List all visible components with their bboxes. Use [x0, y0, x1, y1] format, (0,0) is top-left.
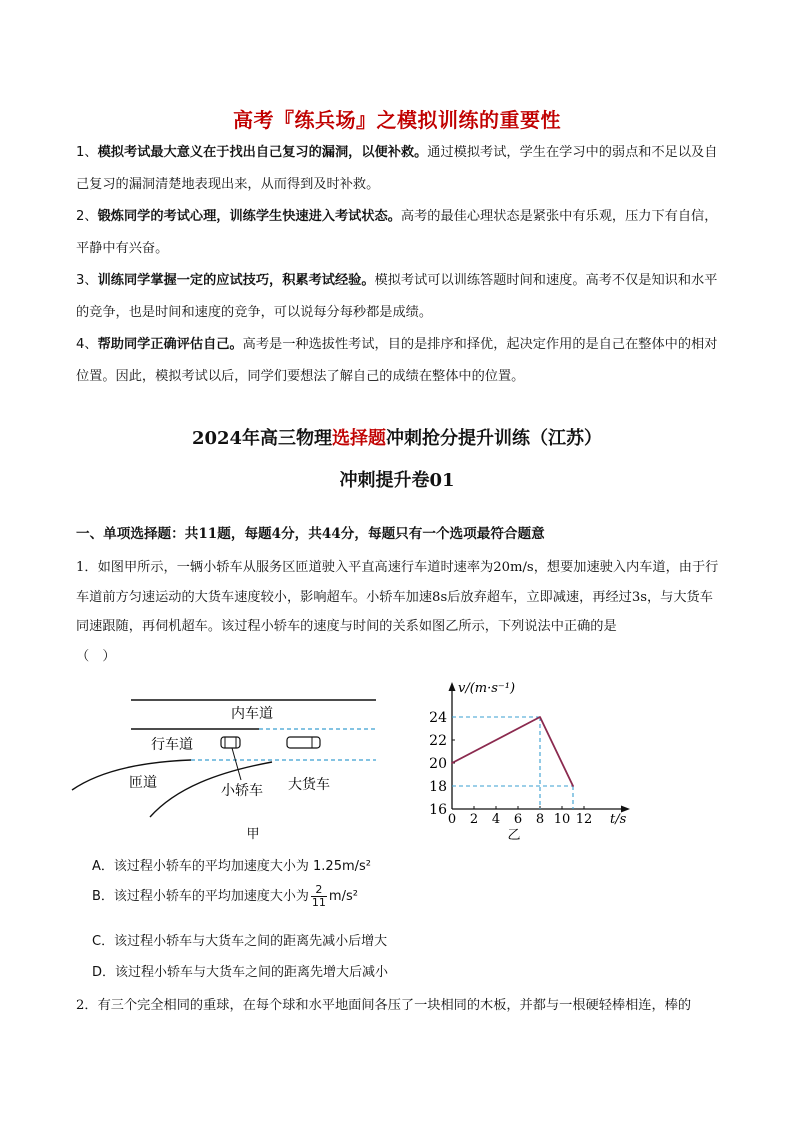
- travel-lane-label: 行车道: [151, 737, 193, 753]
- question-2-text: 2．有三个完全相同的重球，在每个球和水平地面间各压了一块相同的木板，并都与一根硬轻棒相连，棒的: [76, 998, 692, 1013]
- y-axis-arrow: [449, 682, 456, 691]
- title-highlight: 选择题: [332, 428, 387, 449]
- item-text: 高考是一种选拔性考试，目的是排序和择优，起决定作用的是自己在整体中的相对位置。因此，模拟考试以后，同学们要想法了解自己的成绩在整体中的位置。: [76, 337, 718, 384]
- item-emphasis: 锻炼同学的考试心理，训练学生快速进入考试状态。: [97, 209, 401, 224]
- truck-icon: [287, 737, 320, 748]
- item-text: 通过模拟考试，学生在学习中的弱点和不足以及自己复习的漏洞清楚地表现出来，从而得到及时补救。: [76, 145, 718, 192]
- ramp-label: 匝道: [129, 775, 157, 791]
- figure-a-caption: 甲: [246, 827, 260, 842]
- truck-label: 大货车: [288, 777, 330, 793]
- x-tick-label: 2: [469, 812, 479, 827]
- y-tick-label: 22: [429, 733, 447, 749]
- figure-b-caption: 乙: [507, 828, 521, 843]
- x-tick-label: 4: [491, 812, 501, 827]
- exam-title: [0, 424, 794, 450]
- velocity-point: [572, 785, 574, 787]
- y-axis-label: v/(m·s⁻¹): [458, 681, 516, 696]
- option-c[interactable]: C．该过程小轿车与大货车之间的距离先减小后增大: [92, 934, 388, 949]
- x-tick-label: 6: [513, 812, 523, 827]
- item-emphasis: 帮助同学正确评估自己。: [97, 337, 243, 352]
- fraction-numerator: 2: [311, 884, 327, 897]
- fraction: [311, 884, 327, 909]
- x-tick-label: 8: [535, 812, 545, 827]
- car-label: 小轿车: [221, 783, 263, 799]
- figure-vt-chart: [420, 676, 640, 850]
- velocity-segment: [540, 717, 573, 786]
- question-1-text: 1．如图甲所示，一辆小轿车从服务区匝道驶入平直高速行车道时速率为20m/s，想要加速驶入内车道，由于行车道前方匀速运动的大货车速度较小，影响超车。小轿车加速8s后放弃超车，立即减速，再经过3s，与大货车同速跟随，再伺机超车。该过程小轿车的速度与时间的关系如图乙所示，下列说法中正确的是: [76, 560, 719, 634]
- velocity-point: [451, 762, 453, 764]
- option-b-text: B．该过程小轿车的平均加速度大小为: [92, 889, 309, 904]
- velocity-segment: [452, 717, 540, 763]
- item-emphasis: 训练同学掌握一定的应试技巧，积累考试经验。: [97, 273, 375, 288]
- y-tick-label: 20: [429, 756, 447, 772]
- title-part: 冲刺抢分提升训练（江苏）: [386, 428, 603, 449]
- item-number: 4、: [76, 337, 98, 352]
- car-pointer-line: [232, 748, 241, 780]
- answer-bracket: （ ）: [76, 648, 116, 664]
- x-axis-label: t/s: [610, 812, 627, 827]
- banner-item-2: [76, 201, 726, 265]
- item-number: 1、: [76, 145, 98, 160]
- car-icon: [221, 737, 240, 748]
- fraction-denominator: 11: [311, 896, 326, 909]
- y-tick-label: 24: [429, 710, 447, 726]
- question-1: [76, 553, 726, 671]
- item-text: 模拟考试可以训练答题时间和速度。高考不仅是知识和水平的竞争，也是时间和速度的竞争，可以说每分每秒都是成绩。: [76, 273, 718, 320]
- item-number: 3、: [76, 273, 98, 288]
- title-part: 2024年高三物理: [191, 428, 333, 449]
- x-tick-label: 12: [575, 812, 593, 827]
- option-b-unit: m/s²: [328, 889, 358, 904]
- exam-subtitle: 冲刺提升卷01: [339, 470, 455, 491]
- y-tick-label: 16: [429, 802, 447, 818]
- option-d[interactable]: D．该过程小轿车与大货车之间的距离先增大后减小: [92, 965, 389, 980]
- x-tick-label: 0: [447, 812, 457, 827]
- figure-road-diagram: [68, 688, 388, 844]
- y-tick-label: 18: [429, 779, 447, 795]
- item-text: 高考的最佳心理状态是紧张中有乐观，压力下有自信，平静中有兴奋。: [76, 209, 718, 256]
- x-tick-label: 10: [553, 812, 571, 827]
- item-emphasis: 模拟考试最大意义在于找出自己复习的漏洞，以便补救。: [97, 145, 428, 160]
- banner-title: 高考『练兵场』之模拟训练的重要性: [233, 108, 561, 132]
- option-b[interactable]: [92, 884, 358, 909]
- inner-lane-label: 内车道: [231, 706, 273, 722]
- section-heading: 一、单项选择题：共11题，每题4分，共44分，每题只有一个选项最符合题意: [76, 526, 545, 542]
- velocity-point: [539, 716, 541, 718]
- banner-item-4: [76, 329, 726, 393]
- item-number: 2、: [76, 209, 98, 224]
- banner-item-1: [76, 137, 726, 201]
- banner-item-3: [76, 265, 726, 329]
- option-a[interactable]: A．该过程小轿车的平均加速度大小为 1.25m/s²: [92, 859, 371, 874]
